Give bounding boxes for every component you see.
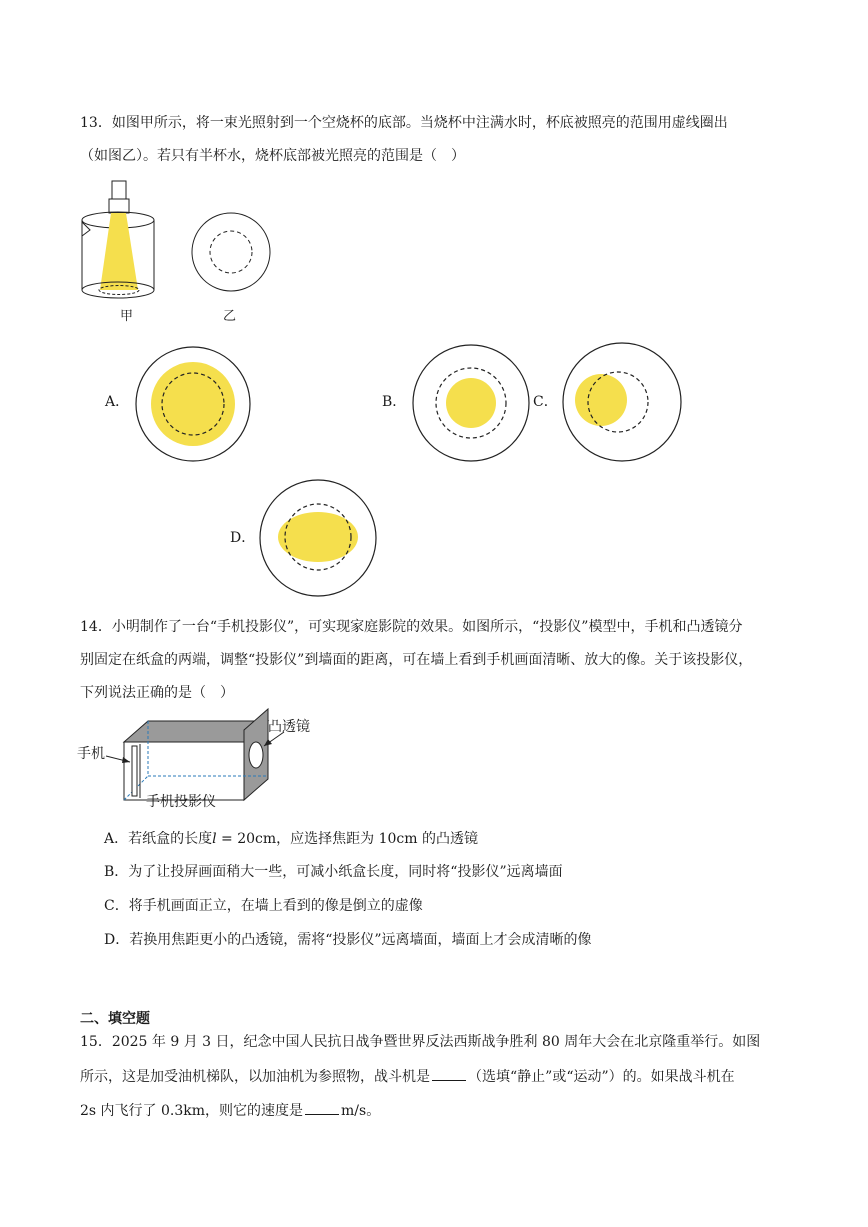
q14-option-a-pre: A．若纸盒的长度 (104, 831, 213, 847)
q14-option-c[interactable]: C．将手机画面正立，在墙上看到的像是倒立的虚像 (104, 898, 423, 914)
q14-text-line1: 14．小明制作了一台“手机投影仪”，可实现家庭影院的效果。如图所示，“投影仪”模型中，手机和凸透镜分 (80, 619, 743, 635)
q15-line2-post: （选填“静止”或“运动”）的。如果战斗机在 (468, 1069, 735, 1085)
q13-option-a-label: A． (105, 394, 130, 410)
q13-option-b-figure[interactable] (411, 343, 531, 463)
lens-label: 凸透镜 (268, 719, 310, 735)
q14-option-a-variable: l (212, 831, 217, 847)
q13-text-line2: （如图乙）。若只有半杯水，烧杯底部被光照亮的范围是（ ） (80, 148, 465, 164)
q15-text-line2 (80, 1066, 735, 1087)
q14-option-b[interactable]: B．为了让投屏画面稍大一些，可减小纸盒长度，同时将“投影仪”远离墙面 (104, 864, 563, 880)
projector-caption: 手机投影仪 (146, 794, 216, 810)
beaker-bottom-view-figure (190, 211, 272, 293)
q15-line3-pre: 2s 内飞行了 0.3km，则它的速度是 (80, 1103, 304, 1119)
q13-option-d-figure[interactable] (258, 478, 378, 598)
beaker-figure (76, 178, 176, 308)
q15-text-line1: 15．2025 年 9 月 3 日，纪念中国人民抗日战争暨世界反法西斯战争胜利 80 周年大会在北京隆重举行。如图 (80, 1034, 761, 1050)
q14-option-a-post: ，应选择焦距为 10cm 的凸透镜 (276, 831, 479, 847)
figure-label-yi: 乙 (223, 309, 237, 324)
section-title: 二、填空题 (80, 1011, 150, 1027)
q13-option-a-figure[interactable] (134, 345, 252, 463)
q15-line3-post: m/s。 (341, 1103, 381, 1119)
q13-option-c-figure[interactable] (561, 341, 683, 463)
figure-label-jia: 甲 (120, 309, 134, 324)
answer-blank-1[interactable] (432, 1066, 466, 1081)
q14-option-d[interactable]: D．若换用焦距更小的凸透镜，需将“投影仪”远离墙面，墙面上才会成清晰的像 (104, 932, 592, 948)
q14-text-line3: 下列说法正确的是（ ） (80, 685, 234, 701)
q13-option-c-label: C． (533, 394, 558, 410)
answer-blank-2[interactable] (305, 1100, 339, 1115)
q13-text-line1: 13．如图甲所示，将一束光照射到一个空烧杯的底部。当烧杯中注满水时，杯底被照亮的范围用虚线圈出 (80, 115, 728, 131)
q13-option-d-label: D． (230, 530, 256, 546)
phone-label: 手机 (77, 746, 105, 762)
q14-option-a-value: = 20cm (216, 831, 277, 847)
q14-text-line2: 别固定在纸盒的两端，调整“投影仪”到墙面的距离，可在墙上看到手机画面清晰、放大的像。关于该投影仪， (80, 652, 753, 668)
q15-text-line3 (80, 1100, 380, 1121)
q13-option-b-label: B． (382, 394, 407, 410)
q14-option-a[interactable] (104, 829, 478, 849)
q15-line2-pre: 所示，这是加受油机梯队，以加油机为参照物，战斗机是 (80, 1069, 430, 1085)
